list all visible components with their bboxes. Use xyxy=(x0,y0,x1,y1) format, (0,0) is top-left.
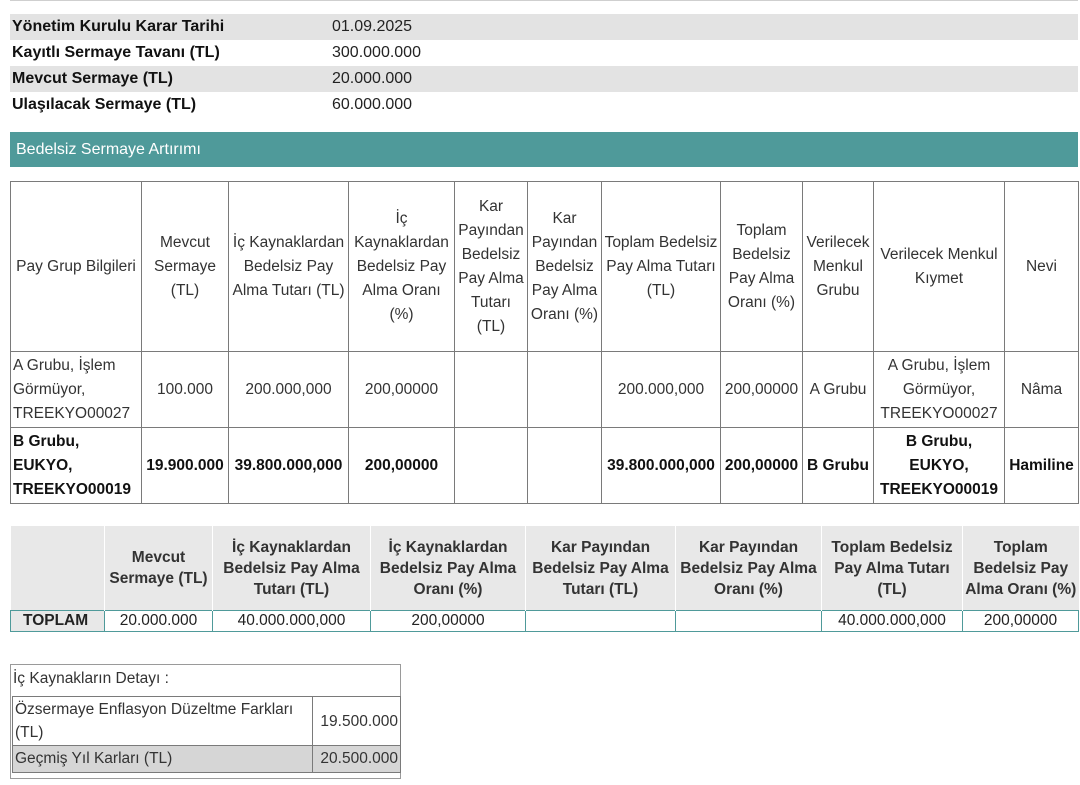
detail-value: 20.500.000 xyxy=(313,746,401,773)
column-header: Toplam Bedelsiz Pay Alma Oranı (%) xyxy=(721,182,803,352)
detail-title: İç Kaynakların Detayı : xyxy=(13,670,169,687)
info-label: Ulaşılacak Sermaye (TL) xyxy=(12,96,197,113)
column-header: Kar Payından Bedelsiz Pay Alma Oranı (%) xyxy=(528,182,602,352)
column-header: Verilecek Menkul Kıymet xyxy=(874,182,1005,352)
info-row xyxy=(10,40,1078,66)
table-cell: 200,00000 xyxy=(349,428,455,504)
column-header: İç Kaynaklardan Bedelsiz Pay Alma Oranı (%) xyxy=(349,182,455,352)
info-label: Yönetim Kurulu Karar Tarihi xyxy=(10,14,330,40)
table-cell: 20.000.000 xyxy=(105,611,213,632)
detail-table xyxy=(12,696,401,773)
table-cell: B Grubu, EUKYO, TREEKYO00019 xyxy=(874,428,1005,504)
column-header: Kar Payından Bedelsiz Pay Alma Tutarı (TL) xyxy=(526,526,676,611)
table-cell: 200.000,000 xyxy=(229,352,349,428)
table-cell: B Grubu xyxy=(803,428,874,504)
table-cell: 200,00000 xyxy=(349,352,455,428)
table-cell xyxy=(526,611,676,632)
table-cell: B Grubu, EUKYO, TREEKYO00019 xyxy=(11,428,142,504)
top-divider xyxy=(10,0,1078,1)
decision-info-table xyxy=(10,14,1078,118)
share-group-table xyxy=(10,181,1079,504)
column-header: Kar Payından Bedelsiz Pay Alma Oranı (%) xyxy=(676,526,822,611)
column-header: İç Kaynaklardan Bedelsiz Pay Alma Tutarı (TL) xyxy=(213,526,371,611)
table-cell: 39.800.000,000 xyxy=(229,428,349,504)
column-header: Kar Payından Bedelsiz Pay Alma Tutarı (TL) xyxy=(455,182,528,352)
table-cell xyxy=(676,611,822,632)
column-header: Pay Grup Bilgileri xyxy=(11,182,142,352)
table-cell: 200.000,000 xyxy=(602,352,721,428)
table-cell: A Grubu xyxy=(803,352,874,428)
table-cell: Nâma xyxy=(1005,352,1079,428)
totals-table xyxy=(10,526,1079,632)
column-header: İç Kaynaklardan Bedelsiz Pay Alma Tutarı (TL) xyxy=(229,182,349,352)
info-row xyxy=(10,66,1078,92)
info-value: 60.000.000 xyxy=(332,96,413,113)
table-row xyxy=(11,352,1079,428)
info-label: Mevcut Sermaye (TL) xyxy=(10,66,330,92)
detail-row xyxy=(13,697,401,746)
info-value: 300.000.000 xyxy=(332,44,421,61)
column-header: İç Kaynaklardan Bedelsiz Pay Alma Oranı (%) xyxy=(371,526,526,611)
column-header xyxy=(11,526,105,611)
column-header: Toplam Bedelsiz Pay Alma Tutarı (TL) xyxy=(822,526,963,611)
column-header: Toplam Bedelsiz Pay Alma Tutarı (TL) xyxy=(602,182,721,352)
column-header: Toplam Bedelsiz Pay Alma Oranı (%) xyxy=(963,526,1079,611)
info-row xyxy=(10,92,1078,118)
internal-sources-detail xyxy=(10,664,401,779)
column-header: Mevcut Sermaye (TL) xyxy=(105,526,213,611)
table-cell: A Grubu, İşlem Görmüyor, TREEKYO00027 xyxy=(874,352,1005,428)
table-cell: 200,00000 xyxy=(721,352,803,428)
detail-label: Geçmiş Yıl Karları (TL) xyxy=(13,746,313,773)
table-cell: 40.000.000,000 xyxy=(213,611,371,632)
table-cell: 100.000 xyxy=(142,352,229,428)
info-value: 01.09.2025 xyxy=(330,14,1078,40)
table-cell xyxy=(455,352,528,428)
table-cell xyxy=(455,428,528,504)
column-header: Mevcut Sermaye (TL) xyxy=(142,182,229,352)
table-cell: 40.000.000,000 xyxy=(822,611,963,632)
table-cell: 200,00000 xyxy=(963,611,1079,632)
table-cell xyxy=(528,352,602,428)
totals-row xyxy=(11,611,1079,632)
table-row xyxy=(11,428,1079,504)
detail-value: 19.500.000 xyxy=(313,697,401,746)
totals-header-row xyxy=(11,526,1079,611)
detail-label: Özsermaye Enflasyon Düzeltme Farkları (TL) xyxy=(13,697,313,746)
table-header-row xyxy=(11,182,1079,352)
info-value: 20.000.000 xyxy=(330,66,1078,92)
table-cell: 19.900.000 xyxy=(142,428,229,504)
table-cell: A Grubu, İşlem Görmüyor, TREEKYO00027 xyxy=(11,352,142,428)
totals-label: TOPLAM xyxy=(11,611,105,632)
table-cell: 200,00000 xyxy=(721,428,803,504)
column-header: Verilecek Menkul Grubu xyxy=(803,182,874,352)
table-cell xyxy=(528,428,602,504)
table-cell: Hamiline xyxy=(1005,428,1079,504)
table-cell: 39.800.000,000 xyxy=(602,428,721,504)
info-row xyxy=(10,14,1078,40)
table-cell: 200,00000 xyxy=(371,611,526,632)
detail-row xyxy=(13,746,401,773)
section-banner: Bedelsiz Sermaye Artırımı xyxy=(10,132,1078,167)
column-header: Nevi xyxy=(1005,182,1079,352)
info-label: Kayıtlı Sermaye Tavanı (TL) xyxy=(12,44,220,61)
